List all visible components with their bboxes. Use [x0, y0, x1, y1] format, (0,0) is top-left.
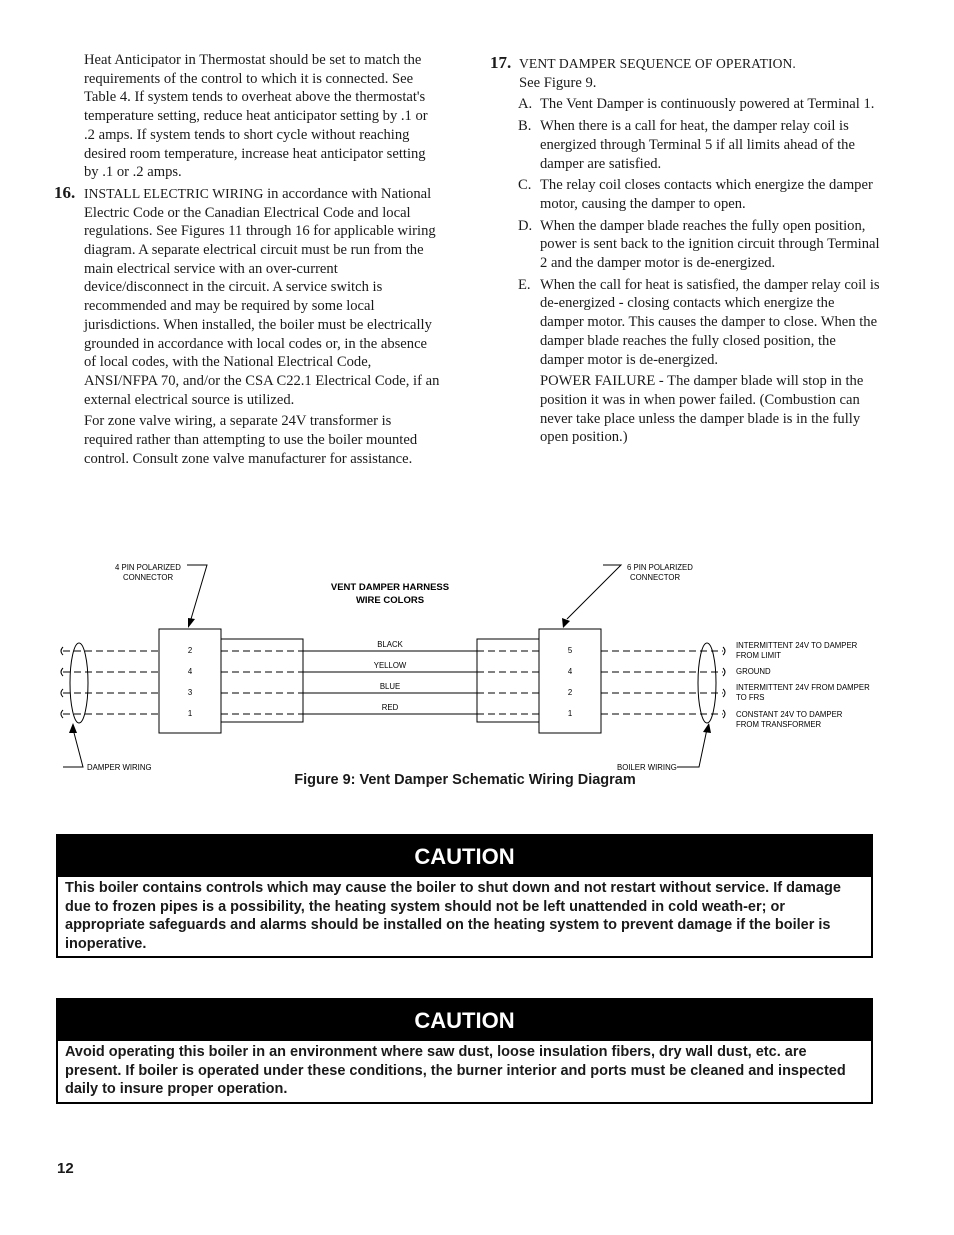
item-text: When the call for heat is satisfied, the damper relay coil is de-energized - closing contacts which energize the damper motor. This causes the damper to close. When the damper blade reaches the fully closed position, the damper motor is de-energized. [540, 276, 880, 368]
damper-wiring-label: DAMPER WIRING [87, 763, 152, 772]
wire-color-label: BLUE [379, 682, 401, 691]
signal-label: GROUND [736, 667, 771, 676]
signal-label: INTERMITTENT 24V FROM DAMPER [736, 683, 870, 692]
step-16-text: in accordance with National Electric Code or the Canadian Electrical Code and local regulations. See Figures 11 through 16 for applicable wiring diagram. A separate electrical circuit must be run from the main electrical service with an over-current device/disconnect in the circuit. A service switch is recommended and may be required by some local jurisdictions. When installed, the boiler must be electrically grounded in accordance with local codes or, in the absence of local codes, with the National Electrical Code, ANSI/NFPA 70, and/or the CSA C22.1 Electrical Code, if an external electrical source is utilized. [84, 185, 440, 408]
pin-label: 1 [567, 709, 573, 718]
pin-label: 4 [567, 667, 573, 676]
wire-color-label: RED [381, 703, 399, 712]
signal-label: TO FRS [736, 693, 765, 702]
damper-wiring-bundle [70, 643, 88, 723]
item-text: The Vent Damper is continuously powered at Terminal 1. [540, 96, 875, 113]
signal-label: FROM LIMIT [736, 651, 782, 660]
page-number: 12 [57, 1160, 74, 1177]
wire-color-label: YELLOW [373, 661, 407, 670]
harness-subtitle: WIRE COLORS [355, 595, 425, 606]
left-connector-label: 4 PIN POLARIZED [115, 563, 181, 572]
item-letter: D. [518, 217, 533, 234]
item-text: When there is a call for heat, the damper relay coil is energized through Terminal 5 if all limits ahead of the damper are satisfied. [540, 118, 855, 172]
signal-label: INTERMITTENT 24V TO DAMPER [736, 641, 858, 650]
right-harness-plug [477, 639, 539, 722]
list-item [490, 276, 880, 370]
arrow-icon [188, 618, 195, 628]
list-item [490, 217, 880, 273]
right-connector-label: CONNECTOR [630, 573, 681, 582]
step-17 [490, 55, 880, 92]
left-column [54, 51, 442, 471]
caution-box [56, 834, 873, 958]
right-column [490, 55, 880, 450]
step-17-title: VENT DAMPER SEQUENCE OF OPERATION. [519, 56, 796, 71]
boiler-wiring-bundle [698, 643, 716, 723]
pin-label: 2 [187, 646, 193, 655]
sequence-list [490, 95, 880, 447]
signal-label: CONSTANT 24V TO DAMPER [736, 710, 843, 719]
figure-caption: Figure 9: Vent Damper Schematic Wiring Diagram [294, 772, 636, 788]
item-letter: E. [518, 276, 531, 293]
power-failure-note: POWER FAILURE - The damper blade will stop in the position it was in when power failed. (Combustion can never take place unless the damper blade is in the fully open position.) [540, 373, 864, 446]
boiler-wiring-label: BOILER WIRING [617, 763, 677, 772]
caution-text: Avoid operating this boiler in an environment where saw dust, loose insulation fibers, dry wall dust, etc. are present. If boiler is operated under these conditions, the burner interior and ports must be cleaned and inspected daily to insure proper operation. [65, 1044, 846, 1098]
pin-label: 4 [187, 667, 193, 676]
vent-damper-wiring-diagram [55, 555, 880, 775]
left-connector-label: CONNECTOR [123, 573, 174, 582]
step-number: 16. [54, 182, 76, 202]
heat-anticipator-paragraph: Heat Anticipator in Thermostat should be set to match the requirements of the control to which it is connected. See Table 4. If system tends to overheat above the thermostat's temperature setting, reduce heat anticipator setting by .1 or .2 amps. If system tends to short cycle without reaching desired room temperature, increase heat anticipator setting by .1 or .2 amps. [84, 52, 428, 181]
arrow-icon [703, 723, 711, 733]
right-connector-label: 6 PIN POLARIZED [627, 563, 693, 572]
caution-heading: CAUTION [58, 1000, 871, 1041]
list-item [490, 176, 880, 213]
pin-label: 1 [187, 709, 193, 718]
item-text: The relay coil closes contacts which energize the damper motor, causing the damper to open. [540, 177, 873, 212]
wire-color-label: BLACK [377, 640, 403, 649]
list-item [490, 95, 880, 114]
signal-label: FROM TRANSFORMER [736, 720, 822, 729]
item-letter: B. [518, 118, 532, 135]
caution-heading: CAUTION [58, 836, 871, 877]
caution-box [56, 998, 873, 1104]
arrow-icon [562, 618, 570, 628]
pin-label: 5 [567, 646, 573, 655]
arrow-icon [69, 723, 77, 733]
step-16-lead: INSTALL ELECTRIC WIRING [84, 185, 264, 201]
caution-text: This boiler contains controls which may cause the boiler to shut down and not restart without service. If damage due to frozen pipes is a possibility, the heating system should not be left unattended in cold weath-er; or appropriate safeguards and alarms should be installed on the heating system to prevent damage if the boiler is inoperative. [65, 880, 841, 952]
list-item [490, 117, 880, 173]
item-letter: A. [518, 96, 533, 113]
item-text: When the damper blade reaches the fully open position, power is sent back to the ignition circuit through Terminal 2 and the damper motor is de-energized. [540, 217, 880, 272]
harness-title: VENT DAMPER HARNESS [330, 582, 450, 593]
zone-valve-note: For zone valve wiring, a separate 24V transformer is required rather than attempting to use the boiler mounted control. Consult zone valve manufacturer for assistance. [84, 413, 418, 467]
step-17-see-figure: See Figure 9. [519, 74, 597, 91]
pin-label: 2 [567, 688, 573, 697]
pin-label: 3 [187, 688, 193, 697]
step-16 [54, 182, 442, 409]
step-number: 17. [490, 53, 512, 72]
item-letter: C. [518, 177, 532, 194]
